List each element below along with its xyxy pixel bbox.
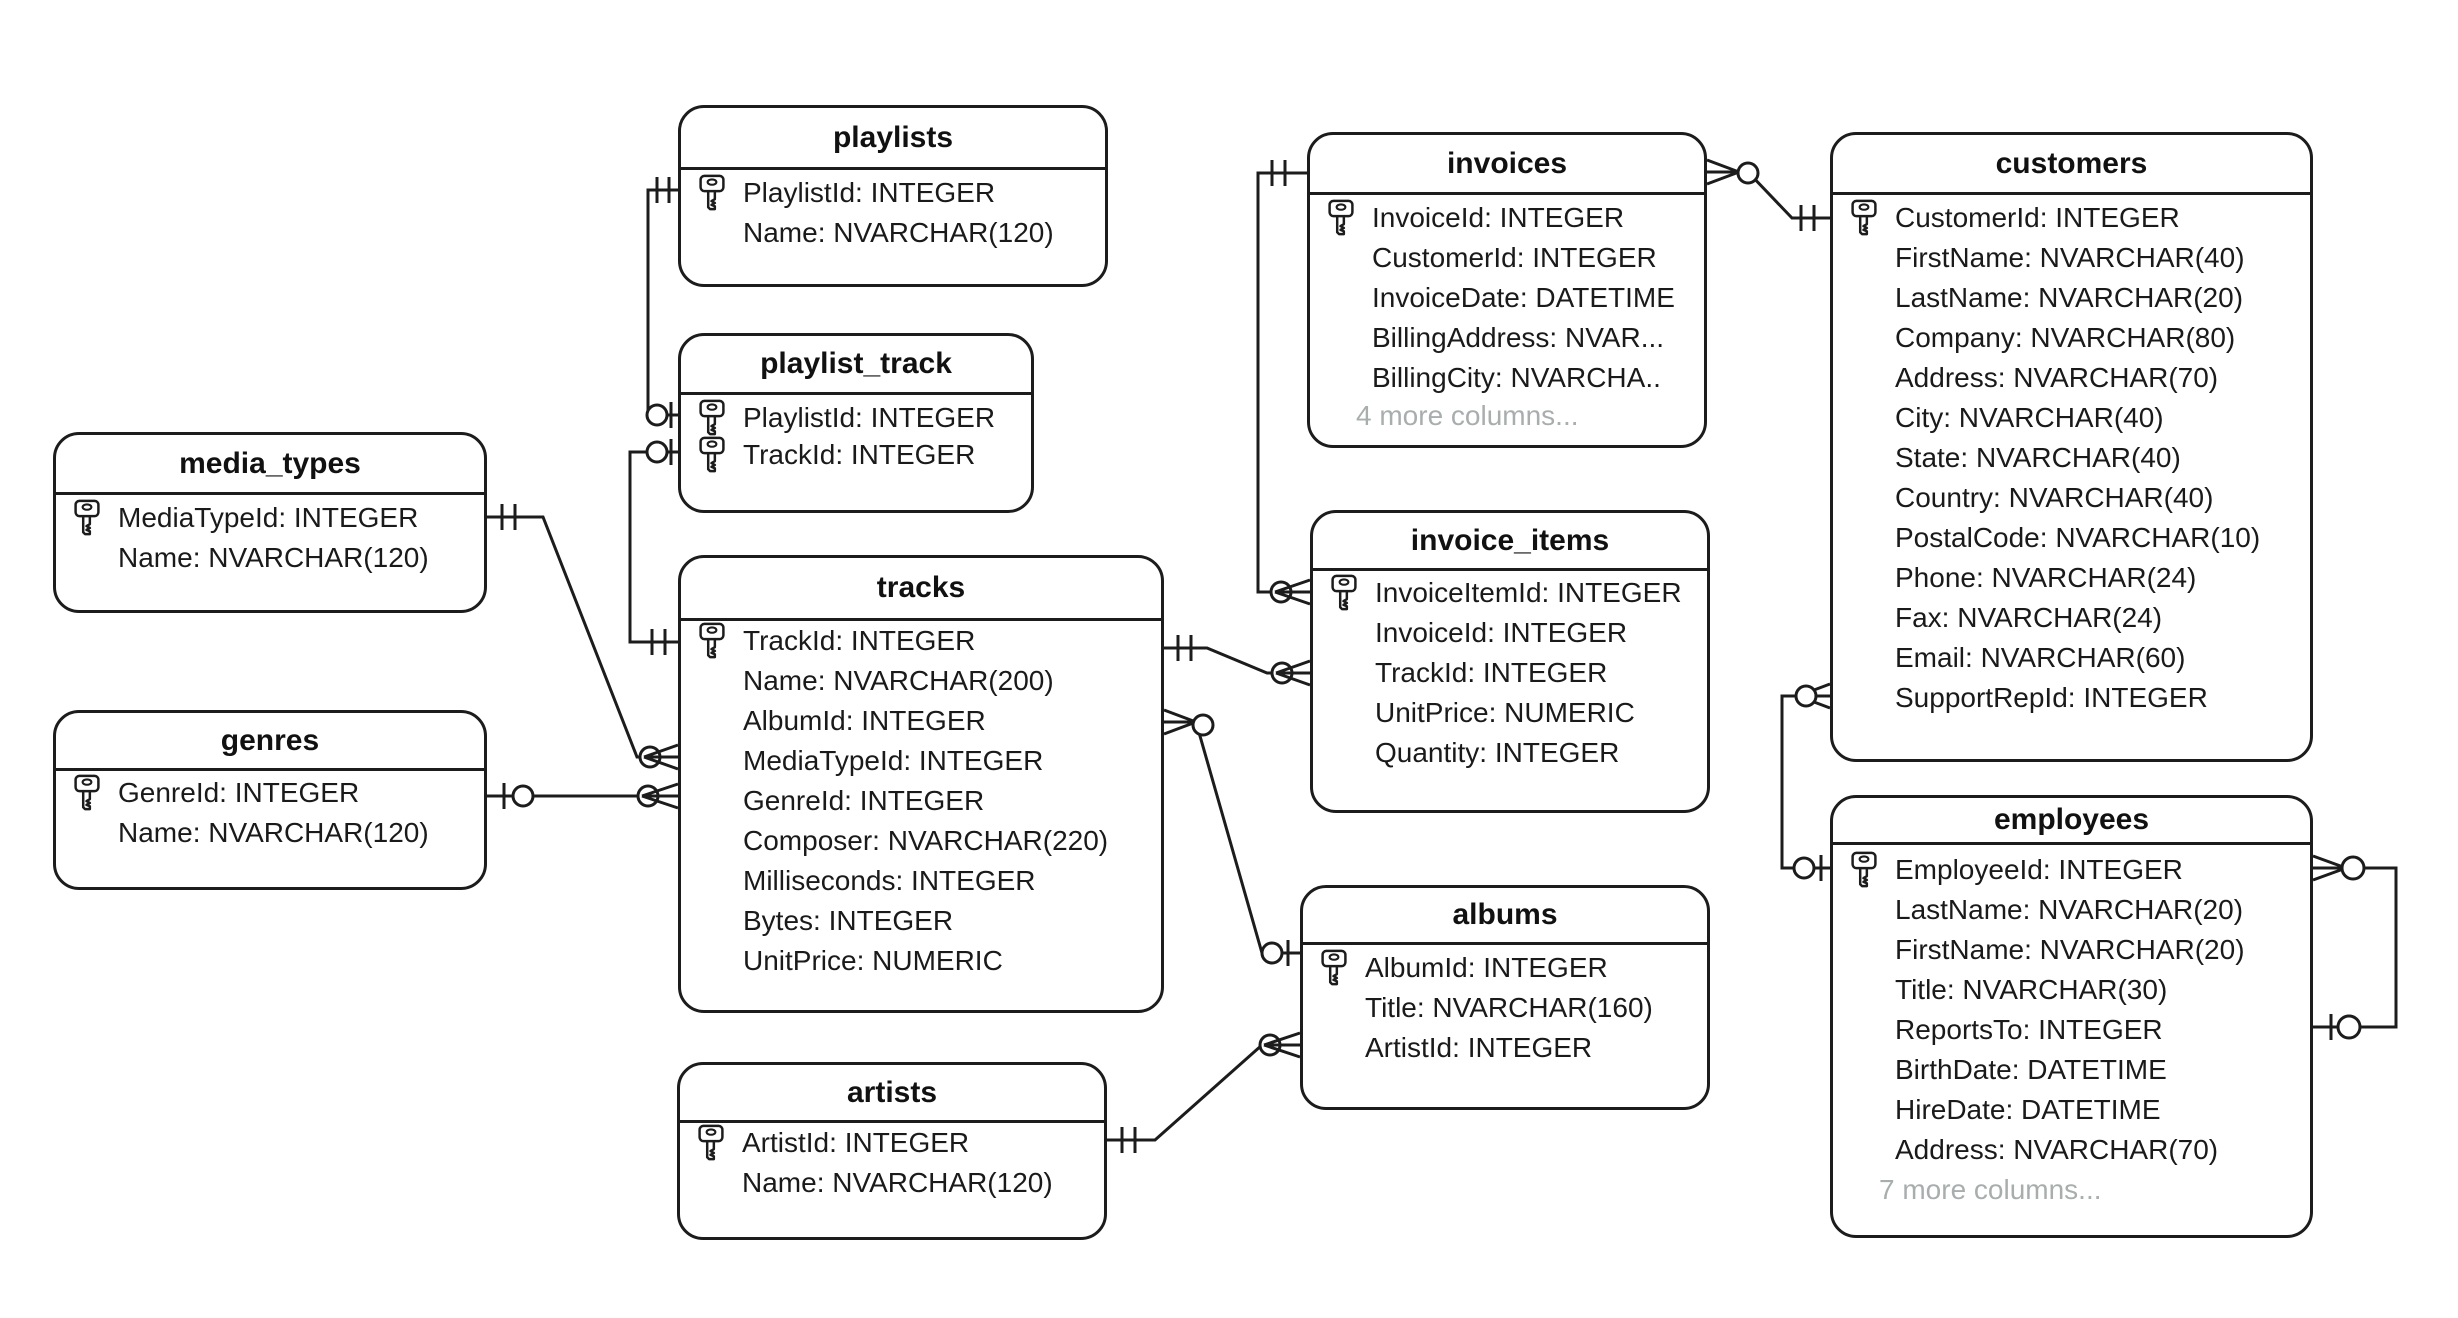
field-row-customers-12[interactable] xyxy=(1833,678,2310,718)
field-row-customers-1[interactable] xyxy=(1833,238,2310,278)
field-row-playlists-1[interactable] xyxy=(681,213,1105,253)
relationship-playlist_track-tracks xyxy=(630,439,678,655)
table-employees[interactable] xyxy=(1830,795,2313,1238)
relationship-tracks-invoice_items xyxy=(1164,635,1310,685)
field-row-customers-3[interactable] xyxy=(1833,318,2310,358)
field-text: Milliseconds: INTEGER xyxy=(743,865,1036,896)
field-row-tracks-2[interactable] xyxy=(681,701,1161,741)
field-row-customers-9[interactable] xyxy=(1833,558,2310,598)
relationship-artists-albums xyxy=(1107,1033,1300,1153)
field-text: SupportRepId: INTEGER xyxy=(1895,682,2208,713)
field-row-invoices-0[interactable] xyxy=(1310,198,1704,238)
table-title-customers: customers xyxy=(1833,135,2310,195)
field-row-employees-4[interactable] xyxy=(1833,1010,2310,1050)
field-text: InvoiceId: INTEGER xyxy=(1375,617,1628,648)
field-text: BillingCity: NVARCHA.. xyxy=(1372,362,1661,393)
field-text: City: NVARCHAR(40) xyxy=(1895,402,2164,433)
table-title-employees: employees xyxy=(1833,798,2310,845)
table-title-invoice_items: invoice_items xyxy=(1313,513,1707,571)
field-text: EmployeeId: INTEGER xyxy=(1895,854,2183,885)
field-text: Name: NVARCHAR(120) xyxy=(118,817,429,848)
field-row-customers-0[interactable] xyxy=(1833,198,2310,238)
field-text: AlbumId: INTEGER xyxy=(743,705,986,736)
table-title-genres: genres xyxy=(56,713,484,771)
field-row-employees-0[interactable] xyxy=(1833,850,2310,890)
primary-key-icon xyxy=(1327,574,1361,612)
field-text: Country: NVARCHAR(40) xyxy=(1895,482,2214,513)
field-text: GenreId: INTEGER xyxy=(743,785,985,816)
table-media_types[interactable] xyxy=(53,432,487,613)
table-title-invoices: invoices xyxy=(1310,135,1704,195)
field-text: ArtistId: INTEGER xyxy=(1365,1032,1593,1063)
field-row-tracks-3[interactable] xyxy=(681,741,1161,781)
relationship-tracks-albums xyxy=(1164,710,1300,966)
table-tracks[interactable] xyxy=(678,555,1164,1013)
field-text: FirstName: NVARCHAR(20) xyxy=(1895,934,2245,965)
field-text: State: NVARCHAR(40) xyxy=(1895,442,2181,473)
field-row-albums-1[interactable] xyxy=(1303,988,1707,1028)
field-row-customers-11[interactable] xyxy=(1833,638,2310,678)
field-row-customers-7[interactable] xyxy=(1833,478,2310,518)
primary-key-icon xyxy=(1847,199,1881,237)
table-title-media_types: media_types xyxy=(56,435,484,495)
field-row-employees-2[interactable] xyxy=(1833,930,2310,970)
field-text: PostalCode: NVARCHAR(10) xyxy=(1895,522,2261,553)
relationship-media_types-tracks xyxy=(487,504,678,769)
field-row-customers-2[interactable] xyxy=(1833,278,2310,318)
table-invoices[interactable] xyxy=(1307,132,1707,448)
field-text: LastName: NVARCHAR(20) xyxy=(1895,894,2244,925)
field-text: Fax: NVARCHAR(24) xyxy=(1895,602,2163,633)
primary-key-icon xyxy=(1324,199,1358,237)
relationship-invoices-customers xyxy=(1707,160,1830,231)
table-playlists[interactable] xyxy=(678,105,1108,287)
relationship-genres-tracks xyxy=(487,783,678,809)
field-row-invoice_items-0[interactable] xyxy=(1313,573,1707,613)
relationship-customers-employees xyxy=(1782,684,1830,881)
more-columns-note-invoices: 4 more columns... xyxy=(1356,400,1579,431)
field-row-employees-3[interactable] xyxy=(1833,970,2310,1010)
field-text: MediaTypeId: INTEGER xyxy=(118,502,419,533)
field-row-invoices-1[interactable] xyxy=(1310,238,1704,278)
primary-key-icon xyxy=(695,622,729,660)
relationship-invoices-invoice_items xyxy=(1258,160,1310,604)
field-text: Name: NVARCHAR(200) xyxy=(743,665,1054,696)
field-text: HireDate: DATETIME xyxy=(1895,1094,2161,1125)
field-row-tracks-6[interactable] xyxy=(681,861,1161,901)
table-title-artists: artists xyxy=(680,1065,1104,1123)
field-row-playlist_track-0[interactable] xyxy=(681,398,1031,438)
primary-key-icon xyxy=(70,499,104,537)
field-text: Name: NVARCHAR(120) xyxy=(742,1167,1053,1198)
field-text: Address: NVARCHAR(70) xyxy=(1895,362,2219,393)
field-text: FirstName: NVARCHAR(40) xyxy=(1895,242,2245,273)
table-title-tracks: tracks xyxy=(681,558,1161,621)
field-text: PlaylistId: INTEGER xyxy=(743,402,996,433)
field-row-artists-1[interactable] xyxy=(680,1163,1104,1203)
field-text: Name: NVARCHAR(120) xyxy=(743,217,1054,248)
field-text: UnitPrice: NUMERIC xyxy=(743,945,1003,976)
table-artists[interactable] xyxy=(677,1062,1107,1240)
field-row-media_types-0[interactable] xyxy=(56,498,484,538)
primary-key-icon xyxy=(70,774,104,812)
table-customers[interactable] xyxy=(1830,132,2313,762)
table-invoice_items[interactable] xyxy=(1310,510,1710,813)
field-row-albums-0[interactable] xyxy=(1303,948,1707,988)
field-text: BirthDate: DATETIME xyxy=(1895,1054,2167,1085)
field-text: CustomerId: INTEGER xyxy=(1895,202,2180,233)
table-genres[interactable] xyxy=(53,710,487,890)
table-playlist_track[interactable] xyxy=(678,333,1034,513)
field-text: GenreId: INTEGER xyxy=(118,777,360,808)
field-text: TrackId: INTEGER xyxy=(1375,657,1608,688)
field-row-playlist_track-1[interactable] xyxy=(681,435,1031,475)
field-row-invoice_items-4[interactable] xyxy=(1313,733,1707,773)
primary-key-icon xyxy=(695,436,729,474)
field-row-invoice_items-1[interactable] xyxy=(1313,613,1707,653)
table-title-playlists: playlists xyxy=(681,108,1105,170)
table-albums[interactable] xyxy=(1300,885,1710,1110)
field-text: Address: NVARCHAR(70) xyxy=(1895,1134,2219,1165)
field-row-invoice_items-2[interactable] xyxy=(1313,653,1707,693)
field-text: LastName: NVARCHAR(20) xyxy=(1895,282,2244,313)
field-text: BillingAddress: NVAR... xyxy=(1372,322,1665,353)
field-row-tracks-4[interactable] xyxy=(681,781,1161,821)
primary-key-icon xyxy=(695,174,729,212)
field-row-customers-5[interactable] xyxy=(1833,398,2310,438)
field-row-employees-6[interactable] xyxy=(1833,1090,2310,1130)
field-row-artists-0[interactable] xyxy=(680,1123,1104,1163)
field-text: Composer: NVARCHAR(220) xyxy=(743,825,1109,856)
field-row-invoices-4[interactable] xyxy=(1310,358,1704,398)
field-row-tracks-8[interactable] xyxy=(681,941,1161,981)
field-text: Phone: NVARCHAR(24) xyxy=(1895,562,2197,593)
field-text: CustomerId: INTEGER xyxy=(1372,242,1657,273)
field-row-albums-2[interactable] xyxy=(1303,1028,1707,1068)
field-row-employees-1[interactable] xyxy=(1833,890,2310,930)
field-text: TrackId: INTEGER xyxy=(743,439,976,470)
field-row-tracks-7[interactable] xyxy=(681,901,1161,941)
field-row-playlists-0[interactable] xyxy=(681,173,1105,213)
field-row-customers-8[interactable] xyxy=(1833,518,2310,558)
field-row-tracks-1[interactable] xyxy=(681,661,1161,701)
field-text: MediaTypeId: INTEGER xyxy=(743,745,1044,776)
field-text: Quantity: INTEGER xyxy=(1375,737,1620,768)
field-row-invoice_items-3[interactable] xyxy=(1313,693,1707,733)
field-text: Company: NVARCHAR(80) xyxy=(1895,322,2236,353)
field-row-customers-10[interactable] xyxy=(1833,598,2310,638)
field-row-media_types-1[interactable] xyxy=(56,538,484,578)
table-title-playlist_track: playlist_track xyxy=(681,336,1031,395)
field-text: AlbumId: INTEGER xyxy=(1365,952,1608,983)
field-text: PlaylistId: INTEGER xyxy=(743,177,996,208)
primary-key-icon xyxy=(1847,851,1881,889)
primary-key-icon xyxy=(695,399,729,437)
field-row-tracks-0[interactable] xyxy=(681,621,1161,661)
field-row-customers-4[interactable] xyxy=(1833,358,2310,398)
field-text: Email: NVARCHAR(60) xyxy=(1895,642,2186,673)
field-text: Name: NVARCHAR(120) xyxy=(118,542,429,573)
primary-key-icon xyxy=(694,1124,728,1162)
relationship-employees-self xyxy=(2313,856,2396,1040)
field-text: UnitPrice: NUMERIC xyxy=(1375,697,1635,728)
field-row-customers-6[interactable] xyxy=(1833,438,2310,478)
field-text: Title: NVARCHAR(160) xyxy=(1365,992,1653,1023)
field-text: Title: NVARCHAR(30) xyxy=(1895,974,2168,1005)
field-text: ReportsTo: INTEGER xyxy=(1895,1014,2163,1045)
field-text: TrackId: INTEGER xyxy=(743,625,976,656)
field-text: InvoiceDate: DATETIME xyxy=(1372,282,1675,313)
field-row-genres-0[interactable] xyxy=(56,773,484,813)
relationship-playlists-playlist_track xyxy=(647,177,678,428)
primary-key-icon xyxy=(1317,949,1351,987)
field-row-invoices-3[interactable] xyxy=(1310,318,1704,358)
field-text: InvoiceId: INTEGER xyxy=(1372,202,1625,233)
field-row-employees-5[interactable] xyxy=(1833,1050,2310,1090)
field-row-employees-7[interactable] xyxy=(1833,1130,2310,1170)
field-text: ArtistId: INTEGER xyxy=(742,1127,970,1158)
field-text: Bytes: INTEGER xyxy=(743,905,954,936)
table-title-albums: albums xyxy=(1303,888,1707,945)
field-text: InvoiceItemId: INTEGER xyxy=(1375,577,1682,608)
field-row-genres-1[interactable] xyxy=(56,813,484,853)
more-columns-note-employees: 7 more columns... xyxy=(1879,1174,2102,1205)
field-row-invoices-2[interactable] xyxy=(1310,278,1704,318)
field-row-tracks-5[interactable] xyxy=(681,821,1161,861)
